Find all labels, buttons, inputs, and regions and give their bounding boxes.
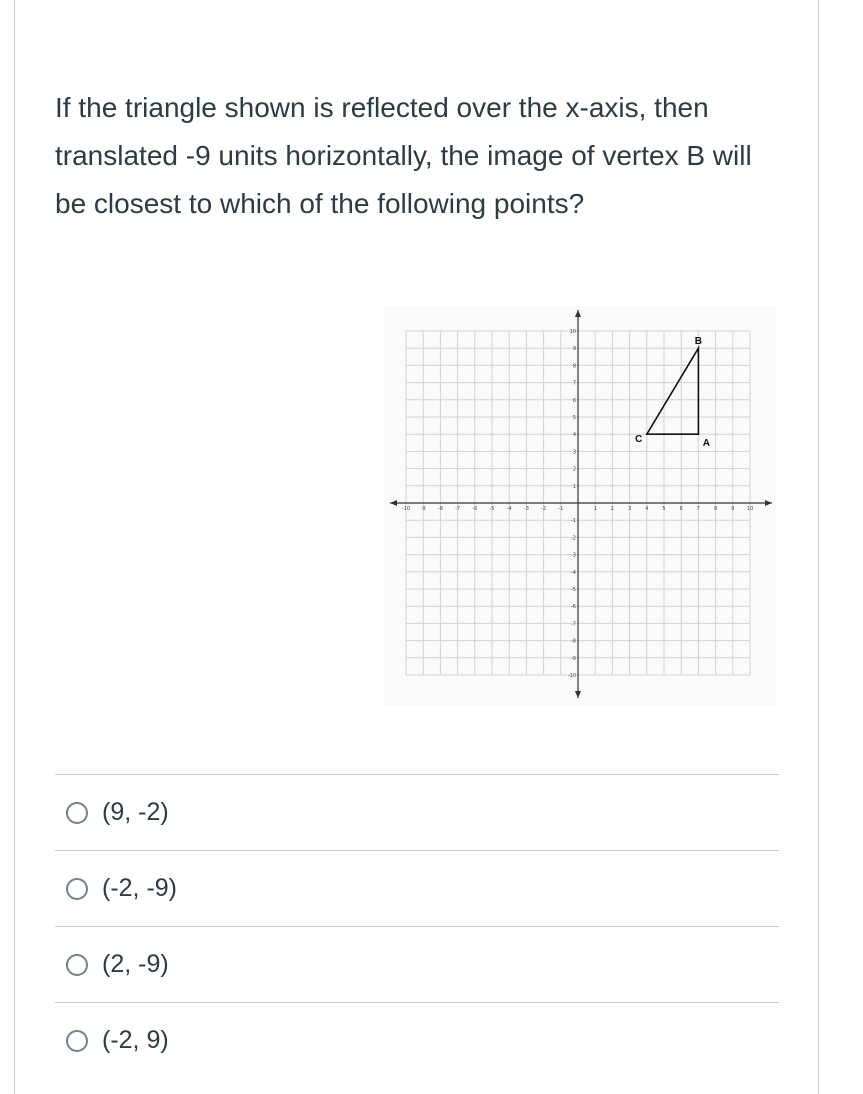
y-tick-label: -9 xyxy=(571,655,576,662)
vertex-label-b: B xyxy=(694,336,703,348)
answer-option-2[interactable] xyxy=(55,850,779,926)
answer-option-4[interactable] xyxy=(55,1002,779,1078)
y-tick-label: 3 xyxy=(572,449,576,456)
y-tick-label: -2 xyxy=(571,535,576,542)
y-tick-label: -7 xyxy=(571,621,576,628)
y-axis-arrow-up xyxy=(575,310,581,317)
x-tick-label: -4 xyxy=(506,506,512,512)
radio-button[interactable] xyxy=(66,802,88,824)
answer-option-3[interactable] xyxy=(55,926,779,1002)
y-tick-label: -1 xyxy=(571,518,576,525)
x-tick-label: -5 xyxy=(489,506,495,512)
coordinate-graph-svg xyxy=(384,306,776,706)
x-tick-label: 6 xyxy=(679,506,683,512)
x-tick-label: 8 xyxy=(714,506,718,512)
answer-label: (2, -9) xyxy=(102,950,169,978)
vertex-label-c: C xyxy=(635,434,643,446)
y-tick-label: -4 xyxy=(571,569,576,576)
y-tick-label: -5 xyxy=(571,587,576,593)
answer-option-1[interactable] xyxy=(55,774,779,850)
x-tick-label: -2 xyxy=(541,506,547,512)
question-text: If the triangle shown is reflected over the x-axis, then translated -9 units horizontally, the image of vertex B will be closest to which of the following points? xyxy=(55,92,752,219)
radio-button[interactable] xyxy=(66,1030,88,1052)
answer-label: (-2, -9) xyxy=(102,874,177,902)
x-tick-label: 7 xyxy=(696,506,700,512)
y-tick-label: -6 xyxy=(571,604,576,611)
y-tick-label: -10 xyxy=(567,673,576,679)
coordinate-graph xyxy=(384,306,776,706)
y-tick-label: -3 xyxy=(571,552,576,559)
vertex-label-a: A xyxy=(702,438,711,450)
y-axis-arrow-down xyxy=(575,691,581,698)
triangle-abc xyxy=(647,348,699,434)
x-tick-label: -1 xyxy=(558,506,564,512)
x-tick-label: 3 xyxy=(628,506,632,512)
y-tick-label: 9 xyxy=(572,346,576,353)
x-tick-label: -8 xyxy=(437,506,443,512)
y-tick-label: 10 xyxy=(569,329,576,335)
y-tick-label: 1 xyxy=(572,483,576,490)
x-tick-label: -10 xyxy=(401,506,411,512)
x-tick-label: -6 xyxy=(472,506,478,512)
x-tick-label: 1 xyxy=(593,506,597,512)
answer-label: (9, -2) xyxy=(102,798,169,826)
y-tick-label: 2 xyxy=(572,466,576,473)
y-tick-label: 8 xyxy=(572,363,576,370)
x-tick-label: 2 xyxy=(610,506,614,512)
x-tick-label: 10 xyxy=(746,506,754,512)
y-tick-label: 5 xyxy=(572,415,576,421)
y-tick-label: 7 xyxy=(572,380,576,387)
y-tick-label: 6 xyxy=(572,397,576,404)
x-tick-label: 4 xyxy=(645,506,649,512)
x-tick-label: 9 xyxy=(731,506,735,512)
answer-list xyxy=(55,774,779,1078)
x-tick-label: 5 xyxy=(662,506,666,512)
y-tick-label: 4 xyxy=(572,432,576,439)
x-tick-label: -9 xyxy=(420,506,426,512)
radio-button[interactable] xyxy=(66,878,88,900)
x-axis-arrow-left xyxy=(390,500,397,506)
x-axis-arrow-right xyxy=(765,500,772,506)
x-tick-label: -3 xyxy=(523,506,529,512)
y-tick-label: -8 xyxy=(571,638,576,645)
radio-button[interactable] xyxy=(66,954,88,976)
x-tick-label: -7 xyxy=(455,506,461,512)
answer-label: (-2, 9) xyxy=(102,1026,169,1054)
